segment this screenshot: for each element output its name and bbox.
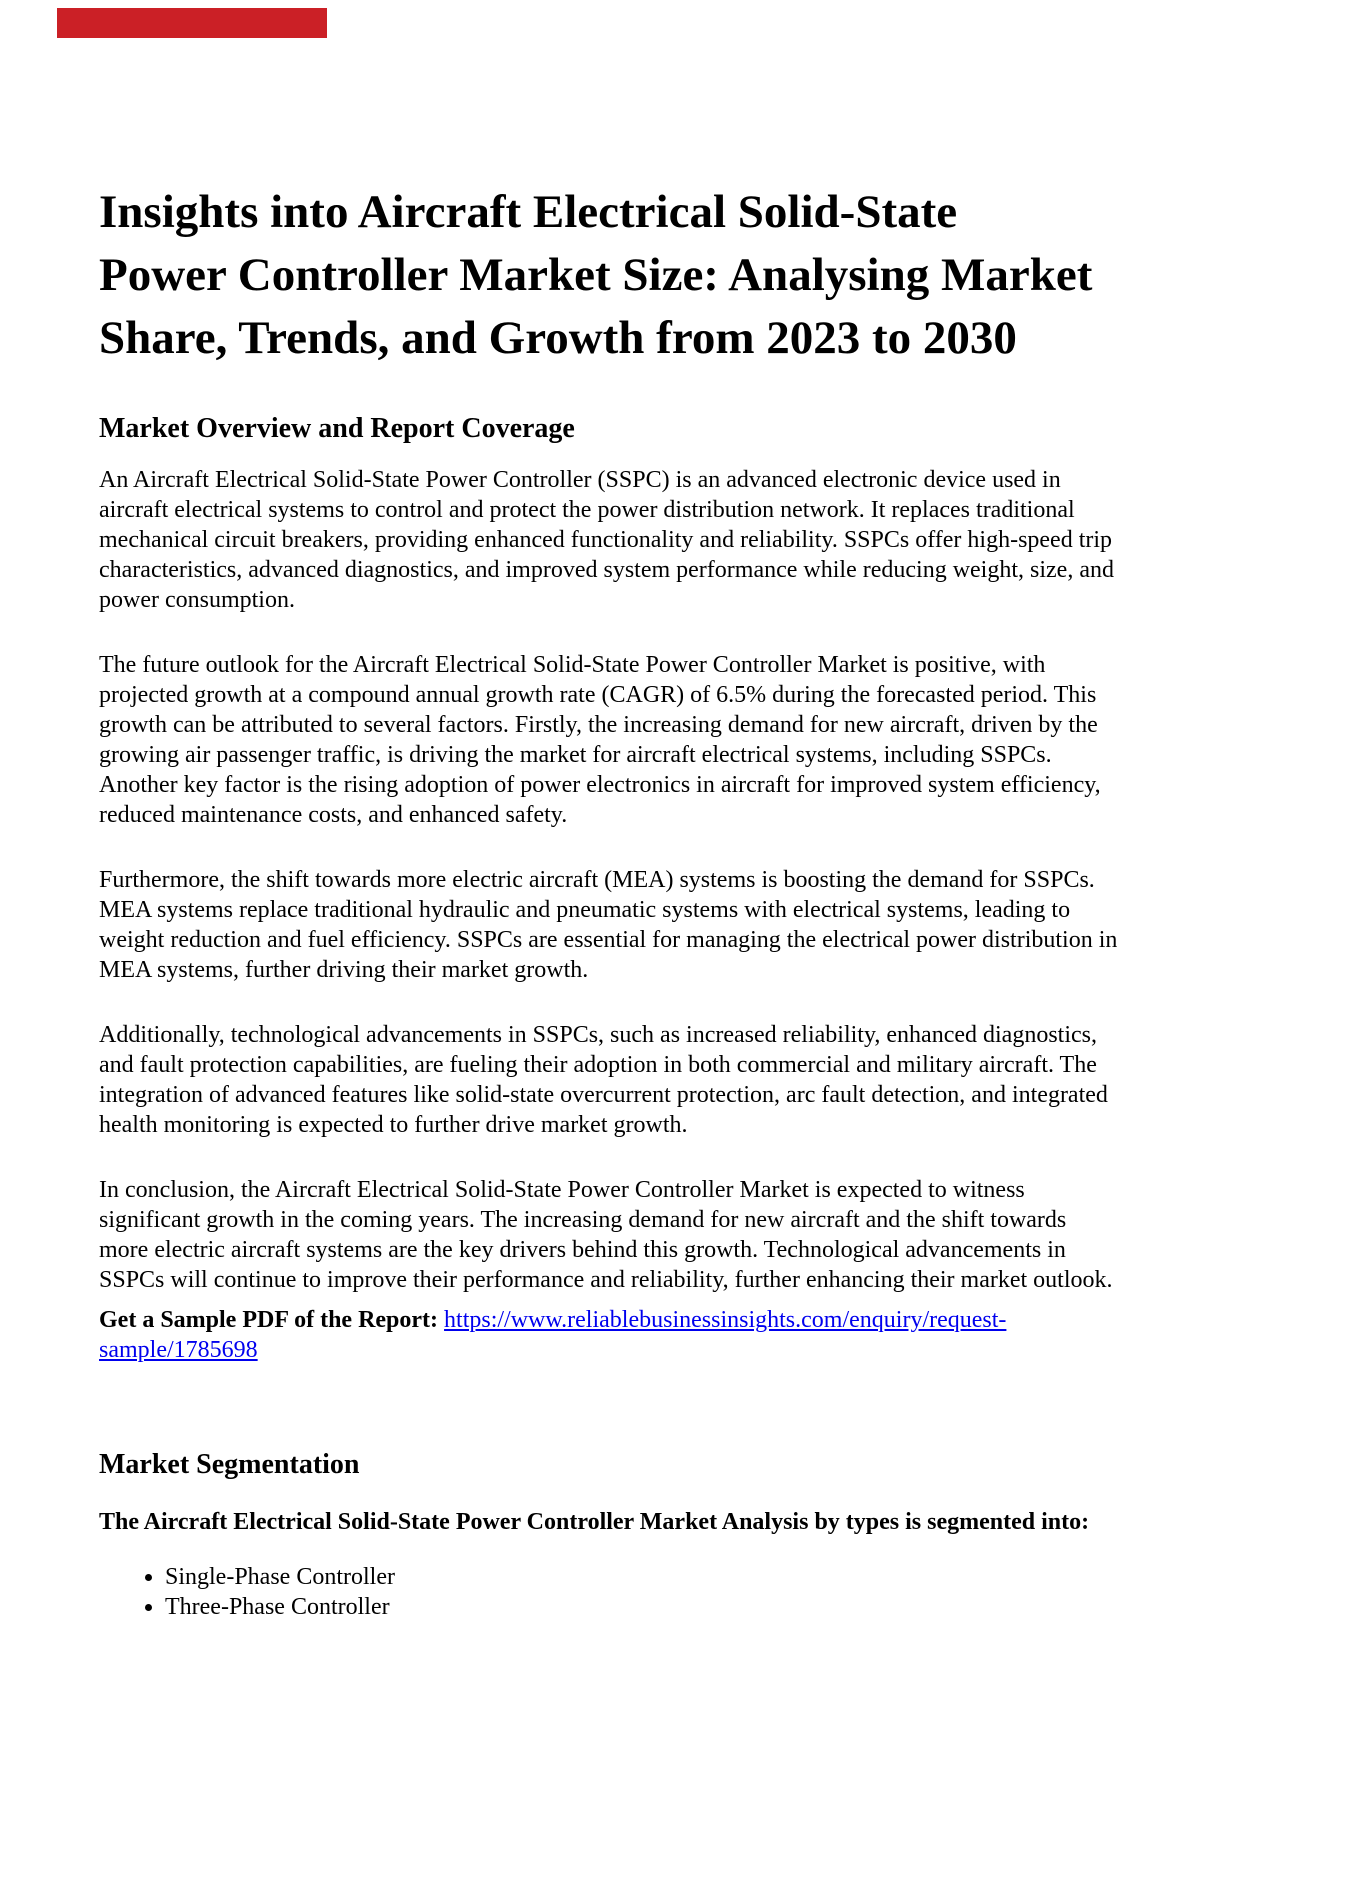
- text-line: Another key factor is the rising adoption of power electronics in aircraft for improved system efficiency,: [99, 772, 1101, 798]
- paragraph-conclusion: [99, 1175, 1249, 1295]
- sample-cta-label: Get a Sample PDF of the Report:: [99, 1307, 445, 1333]
- text-line: aircraft electrical systems to control and protect the power distribution network. It replaces traditional: [99, 497, 1075, 523]
- article: [99, 0, 1249, 1622]
- text-line: The future outlook for the Aircraft Electrical Solid-State Power Controller Market is positive, with: [99, 652, 1046, 678]
- types-list: [99, 1562, 1249, 1622]
- paragraph-overview-1: [99, 465, 1249, 615]
- text-line: Additionally, technological advancements in SSPCs, such as increased reliability, enhanced diagnostics,: [99, 1022, 1097, 1048]
- list-item: • Three-Phase Controller: [165, 1592, 1249, 1622]
- text-line: In conclusion, the Aircraft Electrical Solid-State Power Controller Market is expected to witness: [99, 1177, 1025, 1203]
- text-line: growth can be attributed to several factors. Firstly, the increasing demand for new aircraft, driven by the: [99, 712, 1098, 738]
- paragraph-mea: [99, 865, 1249, 985]
- text-line: more electric aircraft systems are the key drivers behind this growth. Technological advancements in: [99, 1237, 1066, 1263]
- list-item: • Single-Phase Controller: [165, 1562, 1249, 1592]
- page-title: [99, 181, 1249, 370]
- text-line: projected growth at a compound annual growth rate (CAGR) of 6.5% during the forecasted period. This: [99, 682, 1097, 708]
- page-title-line: Share, Trends, and Growth from 2023 to 2030: [99, 312, 1017, 364]
- sample-link-line2[interactable]: sample/1785698: [99, 1337, 258, 1363]
- text-line: MEA systems, further driving their market growth.: [99, 957, 589, 983]
- text-line: characteristics, advanced diagnostics, and improved system performance while reducing weight, size, and: [99, 557, 1114, 583]
- text-line: health monitoring is expected to further drive market growth.: [99, 1112, 688, 1138]
- text-line: mechanical circuit breakers, providing enhanced functionality and reliability. SSPCs offer high-speed trip: [99, 527, 1113, 553]
- text-line: weight reduction and fuel efficiency. SSPCs are essential for managing the electrical power distribution in: [99, 927, 1118, 953]
- page-title-line: Insights into Aircraft Electrical Solid-State: [99, 186, 958, 238]
- page-title-line: Power Controller Market Size: Analysing Market: [99, 249, 1093, 301]
- paragraph-advancements: [99, 1020, 1249, 1140]
- text-line: integration of advanced features like solid-state overcurrent protection, arc fault detection, and integrated: [99, 1082, 1108, 1108]
- section-heading-overview: Market Overview and Report Coverage: [99, 413, 575, 444]
- types-intro: The Aircraft Electrical Solid-State Power Controller Market Analysis by types is segmented into:: [99, 1509, 1090, 1535]
- text-line: power consumption.: [99, 587, 295, 613]
- sample-link-line1[interactable]: https://www.reliablebusinessinsights.com/enquiry/request-: [444, 1307, 1007, 1333]
- text-line: Furthermore, the shift towards more electric aircraft (MEA) systems is boosting the demand for SSPCs.: [99, 867, 1095, 893]
- text-line: and fault protection capabilities, are fueling their adoption in both commercial and military aircraft. The: [99, 1052, 1097, 1078]
- text-line: SSPCs will continue to improve their performance and reliability, further enhancing their market outlook.: [99, 1267, 1113, 1293]
- text-line: MEA systems replace traditional hydraulic and pneumatic systems with electrical systems, leading to: [99, 897, 1071, 923]
- text-line: significant growth in the coming years. The increasing demand for new aircraft and the shift towards: [99, 1207, 1067, 1233]
- text-line: growing air passenger traffic, is driving the market for aircraft electrical systems, including SSPCs.: [99, 742, 1052, 768]
- text-line: An Aircraft Electrical Solid-State Power Controller (SSPC) is an advanced electronic device used in: [99, 467, 1061, 493]
- section-heading-segmentation: Market Segmentation: [99, 1449, 360, 1480]
- sample-cta: [99, 1305, 1249, 1365]
- paragraph-outlook: [99, 650, 1249, 830]
- text-line: reduced maintenance costs, and enhanced safety.: [99, 802, 568, 828]
